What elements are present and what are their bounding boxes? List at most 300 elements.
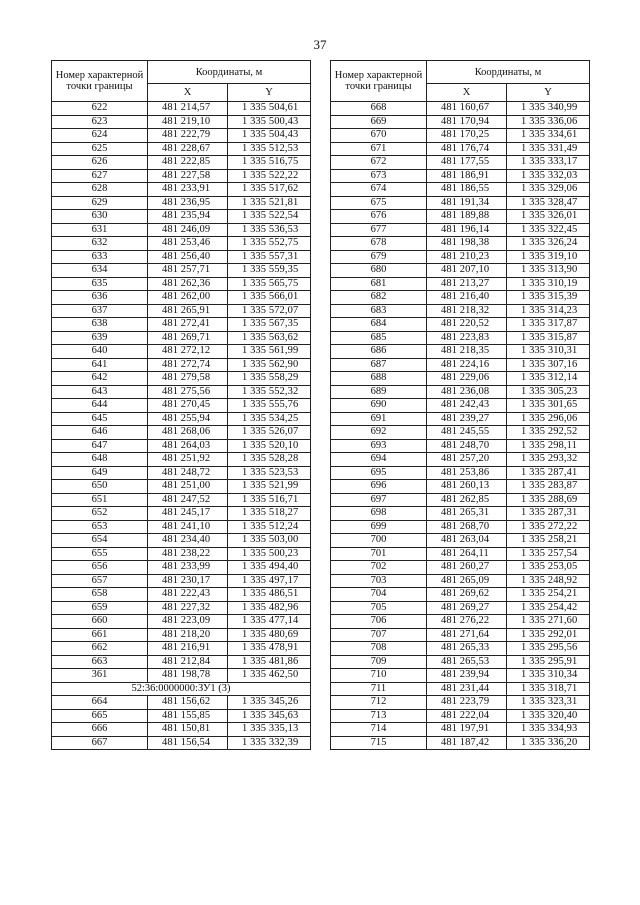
coordinates-header: Координаты, м — [148, 61, 311, 84]
x-coordinate-cell: 481 271,64 — [427, 628, 507, 642]
table-row — [331, 547, 590, 561]
x-coordinate-cell: 481 223,79 — [427, 696, 507, 710]
x-coordinate-cell: 481 236,08 — [427, 385, 507, 399]
table-row — [331, 129, 590, 143]
table-row — [52, 466, 311, 480]
coordinates-header: Координаты, м — [427, 61, 590, 84]
table-row — [52, 736, 311, 750]
table-row — [331, 669, 590, 683]
point-number-cell: 691 — [331, 412, 427, 426]
y-coordinate-cell: 1 335 521,99 — [228, 480, 311, 494]
x-coordinate-cell: 481 269,62 — [427, 588, 507, 602]
y-coordinate-cell: 1 335 504,43 — [228, 129, 311, 143]
point-number-cell: 669 — [331, 115, 427, 129]
x-coordinate-cell: 481 257,20 — [427, 453, 507, 467]
x-coordinate-cell: 481 233,99 — [148, 561, 228, 575]
y-coordinate-cell: 1 335 481,86 — [228, 655, 311, 669]
x-coordinate-cell: 481 218,20 — [148, 628, 228, 642]
y-coordinate-cell: 1 335 559,35 — [228, 264, 311, 278]
x-coordinate-cell: 481 265,33 — [427, 642, 507, 656]
y-coordinate-cell: 1 335 322,45 — [507, 223, 590, 237]
x-coordinate-cell: 481 245,17 — [148, 507, 228, 521]
point-number-cell: 698 — [331, 507, 427, 521]
table-row — [52, 318, 311, 332]
table-row — [331, 318, 590, 332]
table-row — [52, 385, 311, 399]
point-number-cell: 635 — [52, 277, 148, 291]
table-row — [331, 439, 590, 453]
table-row — [52, 129, 311, 143]
x-coordinate-cell: 481 242,43 — [427, 399, 507, 413]
table-row — [331, 331, 590, 345]
table-row — [331, 642, 590, 656]
table-row — [331, 588, 590, 602]
x-coordinate-cell: 481 233,91 — [148, 183, 228, 197]
x-coordinate-cell: 481 268,70 — [427, 520, 507, 534]
table-row — [52, 277, 311, 291]
y-coordinate-cell: 1 335 310,31 — [507, 345, 590, 359]
point-number-cell: 683 — [331, 304, 427, 318]
table-row — [52, 669, 311, 683]
y-coordinate-cell: 1 335 480,69 — [228, 628, 311, 642]
y-coordinate-cell: 1 335 486,51 — [228, 588, 311, 602]
x-coordinate-cell: 481 248,72 — [148, 466, 228, 480]
table-row — [331, 291, 590, 305]
point-number-cell: 664 — [52, 696, 148, 710]
point-number-cell: 703 — [331, 574, 427, 588]
table-row — [331, 304, 590, 318]
y-coordinate-cell: 1 335 287,41 — [507, 466, 590, 480]
x-coordinate-cell: 481 262,85 — [427, 493, 507, 507]
x-coordinate-cell: 481 234,40 — [148, 534, 228, 548]
point-number-cell: 652 — [52, 507, 148, 521]
y-coordinate-cell: 1 335 567,35 — [228, 318, 311, 332]
table-row — [52, 399, 311, 413]
table-row — [331, 466, 590, 480]
table-row — [331, 574, 590, 588]
table-row — [52, 291, 311, 305]
y-coordinate-cell: 1 335 295,91 — [507, 655, 590, 669]
x-coordinate-cell: 481 223,09 — [148, 615, 228, 629]
x-coordinate-cell: 481 265,53 — [427, 655, 507, 669]
x-coordinate-cell: 481 239,94 — [427, 669, 507, 683]
y-coordinate-cell: 1 335 332,39 — [228, 736, 311, 750]
point-number-cell: 709 — [331, 655, 427, 669]
table-row — [331, 480, 590, 494]
x-coordinate-cell: 481 222,04 — [427, 709, 507, 723]
table-row — [331, 237, 590, 251]
x-coordinate-cell: 481 262,36 — [148, 277, 228, 291]
y-coordinate-cell: 1 335 497,17 — [228, 574, 311, 588]
y-coordinate-cell: 1 335 500,23 — [228, 547, 311, 561]
x-coordinate-cell: 481 212,84 — [148, 655, 228, 669]
table-row — [52, 102, 311, 116]
x-coordinate-cell: 481 239,27 — [427, 412, 507, 426]
point-number-cell: 646 — [52, 426, 148, 440]
x-coordinate-cell: 481 218,35 — [427, 345, 507, 359]
x-header: X — [427, 84, 507, 102]
point-number-cell: 706 — [331, 615, 427, 629]
table-row — [331, 183, 590, 197]
page-number: 37 — [313, 37, 327, 52]
x-coordinate-cell: 481 191,34 — [427, 196, 507, 210]
x-coordinate-cell: 481 213,27 — [427, 277, 507, 291]
y-coordinate-cell: 1 335 253,05 — [507, 561, 590, 575]
table-row — [331, 561, 590, 575]
y-coordinate-cell: 1 335 477,14 — [228, 615, 311, 629]
table-row — [52, 223, 311, 237]
y-coordinate-cell: 1 335 288,69 — [507, 493, 590, 507]
x-coordinate-cell: 481 272,41 — [148, 318, 228, 332]
table-row — [331, 115, 590, 129]
table-row — [331, 412, 590, 426]
point-number-cell: 673 — [331, 169, 427, 183]
table-row — [52, 156, 311, 170]
table-row — [331, 682, 590, 696]
point-number-header: Номер характерной точки границы — [331, 61, 427, 102]
x-coordinate-cell: 481 253,86 — [427, 466, 507, 480]
point-number-cell: 713 — [331, 709, 427, 723]
x-coordinate-cell: 481 216,40 — [427, 291, 507, 305]
point-number-cell: 657 — [52, 574, 148, 588]
point-number-cell: 633 — [52, 250, 148, 264]
x-coordinate-cell: 481 263,04 — [427, 534, 507, 548]
x-coordinate-cell: 481 276,22 — [427, 615, 507, 629]
y-coordinate-cell: 1 335 334,93 — [507, 723, 590, 737]
table-row — [52, 493, 311, 507]
coordinates-table-left — [51, 60, 311, 750]
y-coordinate-cell: 1 335 296,06 — [507, 412, 590, 426]
y-coordinate-cell: 1 335 522,22 — [228, 169, 311, 183]
point-number-cell: 702 — [331, 561, 427, 575]
x-coordinate-cell: 481 189,88 — [427, 210, 507, 224]
point-number-cell: 637 — [52, 304, 148, 318]
y-coordinate-cell: 1 335 293,32 — [507, 453, 590, 467]
y-coordinate-cell: 1 335 555,76 — [228, 399, 311, 413]
point-number-cell: 693 — [331, 439, 427, 453]
table-row — [331, 655, 590, 669]
table-row — [52, 142, 311, 156]
x-coordinate-cell: 481 256,40 — [148, 250, 228, 264]
y-coordinate-cell: 1 335 517,62 — [228, 183, 311, 197]
table-row — [331, 372, 590, 386]
y-coordinate-cell: 1 335 313,90 — [507, 264, 590, 278]
point-number-cell: 676 — [331, 210, 427, 224]
point-number-cell: 692 — [331, 426, 427, 440]
table-body-left — [52, 102, 311, 750]
point-number-cell: 686 — [331, 345, 427, 359]
point-number-cell: 622 — [52, 102, 148, 116]
y-coordinate-cell: 1 335 319,10 — [507, 250, 590, 264]
y-coordinate-cell: 1 335 566,01 — [228, 291, 311, 305]
table-row — [331, 453, 590, 467]
table-row — [331, 709, 590, 723]
point-number-cell: 694 — [331, 453, 427, 467]
y-coordinate-cell: 1 335 345,26 — [228, 696, 311, 710]
x-coordinate-cell: 481 224,16 — [427, 358, 507, 372]
table-body-right — [331, 102, 590, 750]
table-row — [331, 385, 590, 399]
y-coordinate-cell: 1 335 315,87 — [507, 331, 590, 345]
point-number-cell: 624 — [52, 129, 148, 143]
x-coordinate-cell: 481 220,52 — [427, 318, 507, 332]
y-coordinate-cell: 1 335 345,63 — [228, 709, 311, 723]
y-coordinate-cell: 1 335 301,65 — [507, 399, 590, 413]
y-coordinate-cell: 1 335 557,31 — [228, 250, 311, 264]
point-number-cell: 715 — [331, 736, 427, 750]
y-coordinate-cell: 1 335 482,96 — [228, 601, 311, 615]
table-row — [52, 331, 311, 345]
point-number-cell: 670 — [331, 129, 427, 143]
point-number-cell: 710 — [331, 669, 427, 683]
x-coordinate-cell: 481 176,74 — [427, 142, 507, 156]
point-number-cell: 697 — [331, 493, 427, 507]
table-row — [52, 264, 311, 278]
point-number-cell: 628 — [52, 183, 148, 197]
point-number-cell: 629 — [52, 196, 148, 210]
point-number-cell: 681 — [331, 277, 427, 291]
table-row — [52, 183, 311, 197]
y-coordinate-cell: 1 335 314,23 — [507, 304, 590, 318]
point-number-cell: 641 — [52, 358, 148, 372]
point-number-cell: 695 — [331, 466, 427, 480]
point-number-cell: 675 — [331, 196, 427, 210]
table-row — [52, 534, 311, 548]
point-number-cell: 707 — [331, 628, 427, 642]
x-coordinate-cell: 481 275,56 — [148, 385, 228, 399]
point-number-cell: 658 — [52, 588, 148, 602]
point-number-cell: 656 — [52, 561, 148, 575]
point-number-cell: 661 — [52, 628, 148, 642]
x-coordinate-cell: 481 241,10 — [148, 520, 228, 534]
y-coordinate-cell: 1 335 500,43 — [228, 115, 311, 129]
y-coordinate-cell: 1 335 328,47 — [507, 196, 590, 210]
point-number-cell: 645 — [52, 412, 148, 426]
x-coordinate-cell: 481 227,32 — [148, 601, 228, 615]
x-coordinate-cell: 481 196,14 — [427, 223, 507, 237]
point-number-cell: 640 — [52, 345, 148, 359]
x-coordinate-cell: 481 268,06 — [148, 426, 228, 440]
point-number-cell: 636 — [52, 291, 148, 305]
y-coordinate-cell: 1 335 326,01 — [507, 210, 590, 224]
point-number-cell: 653 — [52, 520, 148, 534]
x-coordinate-cell: 481 246,09 — [148, 223, 228, 237]
x-coordinate-cell: 481 265,91 — [148, 304, 228, 318]
point-number-cell: 711 — [331, 682, 427, 696]
point-number-cell: 688 — [331, 372, 427, 386]
table-row — [331, 223, 590, 237]
point-number-cell: 361 — [52, 669, 148, 683]
y-coordinate-cell: 1 335 310,19 — [507, 277, 590, 291]
table-row — [331, 534, 590, 548]
y-coordinate-cell: 1 335 562,90 — [228, 358, 311, 372]
table-row — [331, 358, 590, 372]
y-coordinate-cell: 1 335 462,50 — [228, 669, 311, 683]
x-coordinate-cell: 481 170,25 — [427, 129, 507, 143]
table-row — [331, 169, 590, 183]
x-coordinate-cell: 481 230,17 — [148, 574, 228, 588]
point-number-cell: 655 — [52, 547, 148, 561]
point-number-cell: 627 — [52, 169, 148, 183]
table-row — [331, 601, 590, 615]
y-coordinate-cell: 1 335 332,03 — [507, 169, 590, 183]
y-coordinate-cell: 1 335 254,42 — [507, 601, 590, 615]
table-row — [52, 439, 311, 453]
y-coordinate-cell: 1 335 516,71 — [228, 493, 311, 507]
x-coordinate-cell: 481 262,00 — [148, 291, 228, 305]
table-row — [52, 372, 311, 386]
table-row — [52, 480, 311, 494]
x-coordinate-cell: 481 186,55 — [427, 183, 507, 197]
point-number-cell: 684 — [331, 318, 427, 332]
x-coordinate-cell: 481 251,00 — [148, 480, 228, 494]
section-label: 52:36:0000000:ЗУ1 (3) — [52, 682, 311, 696]
x-coordinate-cell: 481 222,79 — [148, 129, 228, 143]
y-coordinate-cell: 1 335 335,13 — [228, 723, 311, 737]
point-number-cell: 672 — [331, 156, 427, 170]
point-number-cell: 665 — [52, 709, 148, 723]
x-coordinate-cell: 481 235,94 — [148, 210, 228, 224]
y-coordinate-cell: 1 335 318,71 — [507, 682, 590, 696]
y-coordinate-cell: 1 335 528,28 — [228, 453, 311, 467]
table-row — [331, 493, 590, 507]
y-coordinate-cell: 1 335 305,23 — [507, 385, 590, 399]
point-number-cell: 666 — [52, 723, 148, 737]
table-row — [331, 250, 590, 264]
x-coordinate-cell: 481 198,78 — [148, 669, 228, 683]
table-row — [52, 210, 311, 224]
table-row — [52, 601, 311, 615]
table-row — [331, 102, 590, 116]
point-number-cell: 690 — [331, 399, 427, 413]
x-coordinate-cell: 481 257,71 — [148, 264, 228, 278]
point-number-cell: 634 — [52, 264, 148, 278]
point-number-cell: 668 — [331, 102, 427, 116]
point-number-cell: 687 — [331, 358, 427, 372]
x-coordinate-cell: 481 187,42 — [427, 736, 507, 750]
x-coordinate-cell: 481 222,43 — [148, 588, 228, 602]
y-coordinate-cell: 1 335 329,06 — [507, 183, 590, 197]
y-coordinate-cell: 1 335 523,53 — [228, 466, 311, 480]
y-coordinate-cell: 1 335 271,60 — [507, 615, 590, 629]
x-coordinate-cell: 481 177,55 — [427, 156, 507, 170]
point-number-cell: 700 — [331, 534, 427, 548]
table-row — [331, 210, 590, 224]
x-coordinate-cell: 481 170,94 — [427, 115, 507, 129]
table-row — [331, 142, 590, 156]
y-coordinate-cell: 1 335 552,75 — [228, 237, 311, 251]
y-coordinate-cell: 1 335 558,29 — [228, 372, 311, 386]
y-coordinate-cell: 1 335 520,10 — [228, 439, 311, 453]
point-number-cell: 667 — [52, 736, 148, 750]
y-coordinate-cell: 1 335 283,87 — [507, 480, 590, 494]
table-row — [52, 358, 311, 372]
table-row — [52, 345, 311, 359]
point-number-cell: 714 — [331, 723, 427, 737]
x-coordinate-cell: 481 238,22 — [148, 547, 228, 561]
table-row — [331, 156, 590, 170]
x-coordinate-cell: 481 197,91 — [427, 723, 507, 737]
point-number-cell: 643 — [52, 385, 148, 399]
y-coordinate-cell: 1 335 310,34 — [507, 669, 590, 683]
x-coordinate-cell: 481 210,23 — [427, 250, 507, 264]
table-row — [52, 196, 311, 210]
y-coordinate-cell: 1 335 295,56 — [507, 642, 590, 656]
table-row — [52, 642, 311, 656]
point-number-cell: 647 — [52, 439, 148, 453]
point-number-cell: 623 — [52, 115, 148, 129]
point-number-cell: 708 — [331, 642, 427, 656]
y-coordinate-cell: 1 335 563,62 — [228, 331, 311, 345]
x-coordinate-cell: 481 270,45 — [148, 399, 228, 413]
y-coordinate-cell: 1 335 292,52 — [507, 426, 590, 440]
point-number-cell: 638 — [52, 318, 148, 332]
point-number-cell: 689 — [331, 385, 427, 399]
x-header: X — [148, 84, 228, 102]
y-coordinate-cell: 1 335 272,22 — [507, 520, 590, 534]
y-coordinate-cell: 1 335 572,07 — [228, 304, 311, 318]
x-coordinate-cell: 481 207,10 — [427, 264, 507, 278]
x-coordinate-cell: 481 248,70 — [427, 439, 507, 453]
y-coordinate-cell: 1 335 512,53 — [228, 142, 311, 156]
table-row — [52, 507, 311, 521]
y-coordinate-cell: 1 335 478,91 — [228, 642, 311, 656]
y-coordinate-cell: 1 335 326,24 — [507, 237, 590, 251]
point-number-cell: 696 — [331, 480, 427, 494]
y-coordinate-cell: 1 335 565,75 — [228, 277, 311, 291]
y-coordinate-cell: 1 335 312,14 — [507, 372, 590, 386]
y-coordinate-cell: 1 335 320,40 — [507, 709, 590, 723]
x-coordinate-cell: 481 219,10 — [148, 115, 228, 129]
table-row — [52, 628, 311, 642]
table-row — [52, 588, 311, 602]
coordinates-table-right — [330, 60, 590, 750]
table-row — [52, 561, 311, 575]
table-row — [52, 304, 311, 318]
table-row — [52, 655, 311, 669]
point-number-cell: 685 — [331, 331, 427, 345]
table-row — [52, 574, 311, 588]
x-coordinate-cell: 481 222,85 — [148, 156, 228, 170]
y-coordinate-cell: 1 335 522,54 — [228, 210, 311, 224]
y-coordinate-cell: 1 335 504,61 — [228, 102, 311, 116]
x-coordinate-cell: 481 253,46 — [148, 237, 228, 251]
x-coordinate-cell: 481 223,83 — [427, 331, 507, 345]
table-row — [52, 723, 311, 737]
point-number-cell: 650 — [52, 480, 148, 494]
point-number-cell: 649 — [52, 466, 148, 480]
x-coordinate-cell: 481 229,06 — [427, 372, 507, 386]
x-coordinate-cell: 481 156,54 — [148, 736, 228, 750]
point-number-cell: 678 — [331, 237, 427, 251]
y-coordinate-cell: 1 335 561,99 — [228, 345, 311, 359]
x-coordinate-cell: 481 218,32 — [427, 304, 507, 318]
point-number-cell: 682 — [331, 291, 427, 305]
table-row — [331, 736, 590, 750]
x-coordinate-cell: 481 265,09 — [427, 574, 507, 588]
x-coordinate-cell: 481 245,55 — [427, 426, 507, 440]
table-row — [331, 277, 590, 291]
x-coordinate-cell: 481 186,91 — [427, 169, 507, 183]
table-row — [331, 426, 590, 440]
x-coordinate-cell: 481 264,03 — [148, 439, 228, 453]
point-number-cell: 654 — [52, 534, 148, 548]
y-coordinate-cell: 1 335 552,32 — [228, 385, 311, 399]
x-coordinate-cell: 481 279,58 — [148, 372, 228, 386]
point-number-cell: 671 — [331, 142, 427, 156]
y-header: Y — [228, 84, 311, 102]
point-number-cell: 660 — [52, 615, 148, 629]
